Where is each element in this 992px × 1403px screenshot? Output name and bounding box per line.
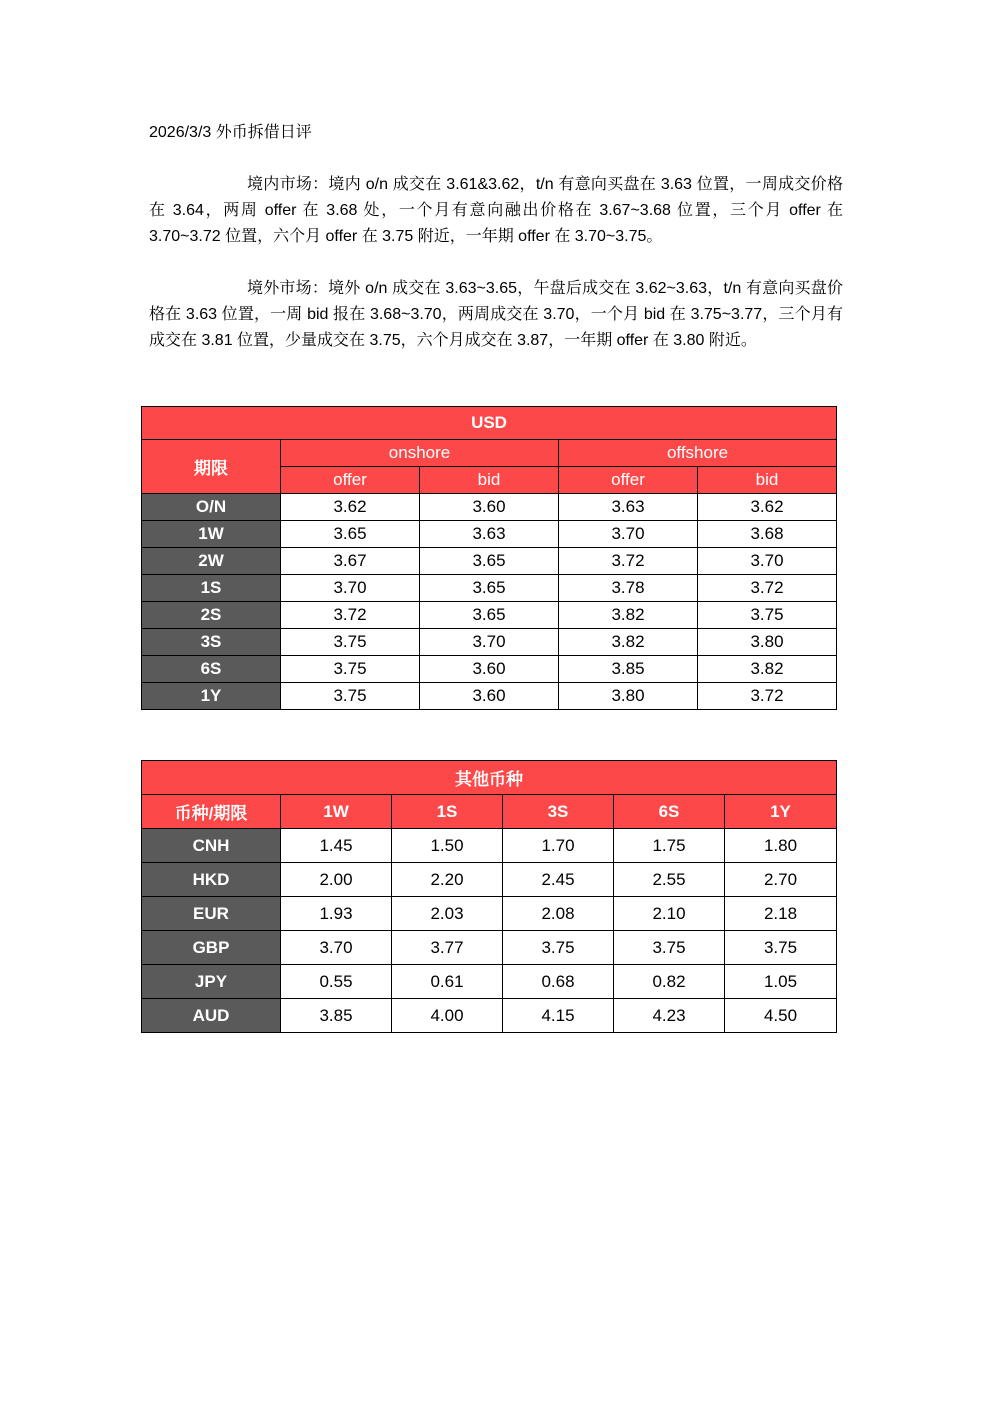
- currency-rate-cell: 1.45: [281, 829, 392, 863]
- usd-table-title: USD: [142, 407, 837, 440]
- currency-rate-cell: 0.55: [281, 965, 392, 999]
- usd-rate-cell: 3.75: [281, 683, 420, 710]
- currency-rate-cell: 0.82: [614, 965, 725, 999]
- usd-rate-cell: 3.65: [420, 548, 559, 575]
- usd-term-cell: O/N: [142, 494, 281, 521]
- currency-cell: HKD: [142, 863, 281, 897]
- usd-rate-cell: 3.63: [559, 494, 698, 521]
- currency-row: [142, 999, 837, 1033]
- usd-term-cell: 2W: [142, 548, 281, 575]
- usd-rate-cell: 3.68: [698, 521, 837, 548]
- term-header: 期限: [142, 440, 281, 494]
- currency-cell: GBP: [142, 931, 281, 965]
- usd-rate-cell: 3.72: [281, 602, 420, 629]
- currency-row: [142, 863, 837, 897]
- usd-rate-cell: 3.80: [698, 629, 837, 656]
- usd-rate-cell: 3.82: [698, 656, 837, 683]
- tenor-column-header: 1Y: [725, 795, 837, 829]
- usd-rate-cell: 3.70: [420, 629, 559, 656]
- currency-rate-cell: 2.18: [725, 897, 837, 931]
- tenor-column-header: 1S: [392, 795, 503, 829]
- usd-table-row: [142, 656, 837, 683]
- usd-rate-cell: 3.75: [281, 629, 420, 656]
- currency-rate-cell: 1.50: [392, 829, 503, 863]
- currency-rate-cell: 2.08: [503, 897, 614, 931]
- currency-rate-cell: 4.00: [392, 999, 503, 1033]
- currency-rate-cell: 2.70: [725, 863, 837, 897]
- usd-table-row: [142, 521, 837, 548]
- currency-rate-cell: 0.61: [392, 965, 503, 999]
- usd-rate-cell: 3.85: [559, 656, 698, 683]
- currency-rate-cell: 2.20: [392, 863, 503, 897]
- usd-term-cell: 1Y: [142, 683, 281, 710]
- currency-row: [142, 965, 837, 999]
- usd-rate-cell: 3.75: [698, 602, 837, 629]
- tenor-column-header: 1W: [281, 795, 392, 829]
- usd-rates-table: [141, 406, 837, 710]
- currency-term-header: 币种/期限: [142, 795, 281, 829]
- currency-cell: JPY: [142, 965, 281, 999]
- onshore-group-header: onshore: [281, 440, 559, 467]
- currency-rate-cell: 3.70: [281, 931, 392, 965]
- other-table-title: 其他币种: [142, 761, 837, 795]
- offshore-bid-header: bid: [698, 467, 837, 494]
- currency-rate-cell: 1.80: [725, 829, 837, 863]
- currency-cell: CNH: [142, 829, 281, 863]
- currency-rate-cell: 4.15: [503, 999, 614, 1033]
- other-currencies-table: [141, 760, 837, 1033]
- currency-rate-cell: 3.77: [392, 931, 503, 965]
- onshore-bid-header: bid: [420, 467, 559, 494]
- usd-term-cell: 6S: [142, 656, 281, 683]
- currency-row: [142, 897, 837, 931]
- offshore-group-header: offshore: [559, 440, 837, 467]
- usd-rate-cell: 3.82: [559, 602, 698, 629]
- usd-rate-cell: 3.60: [420, 656, 559, 683]
- usd-table-row: [142, 602, 837, 629]
- usd-term-cell: 1W: [142, 521, 281, 548]
- currency-rate-cell: 2.03: [392, 897, 503, 931]
- offshore-offer-header: offer: [559, 467, 698, 494]
- currency-rate-cell: 4.50: [725, 999, 837, 1033]
- usd-table-row: [142, 575, 837, 602]
- usd-rate-cell: 3.72: [698, 683, 837, 710]
- usd-rate-cell: 3.63: [420, 521, 559, 548]
- currency-rate-cell: 2.55: [614, 863, 725, 897]
- usd-rate-cell: 3.65: [420, 575, 559, 602]
- document-title: 2026/3/3 外币拆借日评: [149, 124, 312, 141]
- usd-rate-cell: 3.65: [281, 521, 420, 548]
- usd-table-row: [142, 494, 837, 521]
- tenor-column-header: 6S: [614, 795, 725, 829]
- usd-table-row: [142, 683, 837, 710]
- usd-rate-cell: 3.60: [420, 683, 559, 710]
- usd-table-row: [142, 629, 837, 656]
- currency-rate-cell: 1.93: [281, 897, 392, 931]
- currency-cell: EUR: [142, 897, 281, 931]
- usd-rate-cell: 3.62: [698, 494, 837, 521]
- currency-rate-cell: 1.70: [503, 829, 614, 863]
- currency-row: [142, 931, 837, 965]
- usd-rate-cell: 3.67: [281, 548, 420, 575]
- usd-rate-cell: 3.72: [559, 548, 698, 575]
- currency-rate-cell: 2.00: [281, 863, 392, 897]
- usd-term-cell: 2S: [142, 602, 281, 629]
- usd-rate-cell: 3.75: [281, 656, 420, 683]
- currency-rate-cell: 3.75: [614, 931, 725, 965]
- tenor-column-header: 3S: [503, 795, 614, 829]
- currency-cell: AUD: [142, 999, 281, 1033]
- usd-rate-cell: 3.70: [698, 548, 837, 575]
- onshore-offer-header: offer: [281, 467, 420, 494]
- currency-rate-cell: 3.75: [503, 931, 614, 965]
- usd-rate-cell: 3.72: [698, 575, 837, 602]
- usd-rate-cell: 3.60: [420, 494, 559, 521]
- onshore-market-paragraph: 境内市场：境内 o/n 成交在 3.61&3.62，t/n 有意向买盘在 3.63 位置，一周成交价格在 3.64，两周 offer 在 3.68 处，一个月有意向融出价格在 3.67~3.68 位置，三个月 offer 在 3.70~3.72 位置，六个月 offer 在 3.75 附近，一年期 offer 在 3.70~3.75。: [149, 176, 843, 245]
- usd-rate-cell: 3.62: [281, 494, 420, 521]
- currency-rate-cell: 1.75: [614, 829, 725, 863]
- currency-rate-cell: 4.23: [614, 999, 725, 1033]
- usd-rate-cell: 3.70: [281, 575, 420, 602]
- offshore-market-paragraph: 境外市场：境外 o/n 成交在 3.63~3.65，午盘后成交在 3.62~3.63，t/n 有意向买盘价格在 3.63 位置，一周 bid 报在 3.68~3.70，两周成交在 3.70，一个月 bid 在 3.75~3.77，三个月有成交在 3.81 位置，少量成交在 3.75，六个月成交在 3.87，一年期 offer 在 3.80 附近。: [149, 280, 843, 349]
- usd-term-cell: 3S: [142, 629, 281, 656]
- currency-rate-cell: 3.85: [281, 999, 392, 1033]
- usd-table-row: [142, 548, 837, 575]
- currency-rate-cell: 2.45: [503, 863, 614, 897]
- currency-rate-cell: 2.10: [614, 897, 725, 931]
- currency-rate-cell: 0.68: [503, 965, 614, 999]
- currency-rate-cell: 3.75: [725, 931, 837, 965]
- usd-rate-cell: 3.65: [420, 602, 559, 629]
- usd-rate-cell: 3.80: [559, 683, 698, 710]
- usd-term-cell: 1S: [142, 575, 281, 602]
- usd-rate-cell: 3.82: [559, 629, 698, 656]
- usd-rate-cell: 3.78: [559, 575, 698, 602]
- currency-rate-cell: 1.05: [725, 965, 837, 999]
- currency-row: [142, 829, 837, 863]
- usd-rate-cell: 3.70: [559, 521, 698, 548]
